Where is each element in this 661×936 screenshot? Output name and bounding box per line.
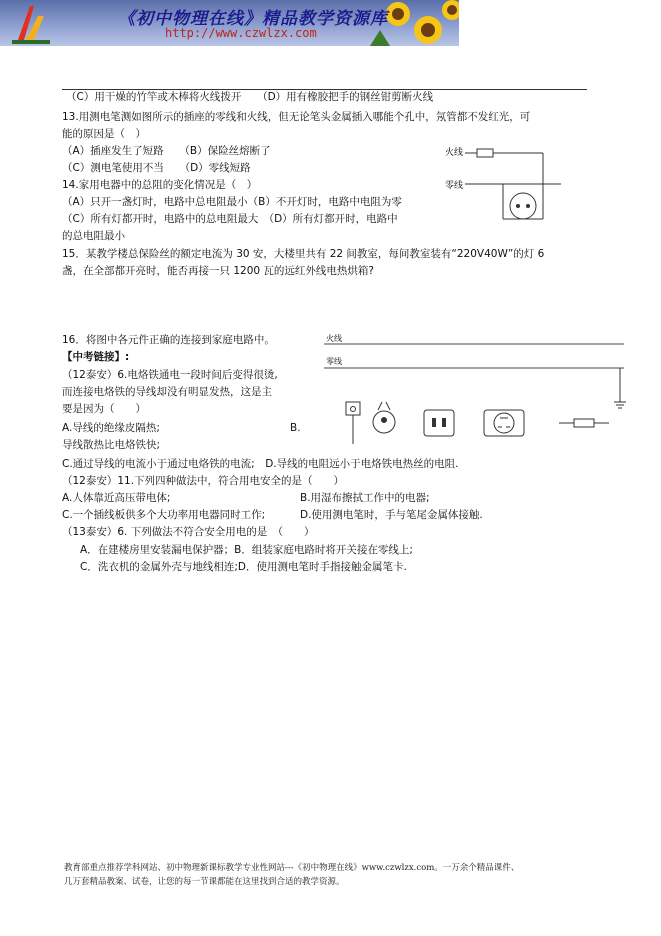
text-line: A.人体靠近高压带电体; (62, 492, 171, 504)
text-line: 盏，在全部都开亮时，能否再接一只 1200 瓦的远红外线电热烘箱? (62, 265, 374, 277)
ground-icon (614, 368, 626, 408)
question-14: 14.家用电器中的总阻的变化情况是（ ） (62, 179, 258, 191)
text-line: （C）测电笔使用不当 （D）零线短路 (62, 162, 251, 174)
socket-hole (516, 204, 520, 208)
fuse-icon (477, 149, 493, 157)
neutral-wire-label: 零线 (445, 181, 464, 191)
text-line: （A）只开一盏灯时，电路中总电阻最小（B）不开灯时，电路中电阻为零 (62, 196, 402, 208)
live-wire-label: 火线 (326, 334, 342, 343)
text-line: B. (290, 422, 301, 434)
three-hole-socket-icon (484, 410, 524, 436)
fuse-icon (559, 419, 609, 427)
footer-line-2: 几万套精品教案、试卷，让您的每一节课都能在这里找到合适的教学资源。 (64, 877, 345, 887)
header-banner (0, 0, 459, 46)
switch-icon (346, 402, 360, 444)
question-15: 15．某教学楼总保险丝的额定电流为 30 安，大楼里共有 22 间教室，每间教室装有“220V40W”的灯 6 (62, 248, 545, 260)
lamp-icon (373, 402, 395, 433)
text-line: 而连接电烙铁的导线却没有明显发热，这是主 (62, 386, 272, 398)
text-line: C.通过导线的电流小于通过电烙铁的电流; D.导线的电阻远小于电烙铁电热丝的电阻. (62, 458, 459, 470)
two-hole-socket-icon (424, 410, 454, 436)
socket-hole (526, 204, 530, 208)
text-line: （A）插座发生了短路 （B）保险丝熔断了 (62, 145, 271, 157)
live-wire-label: 火线 (445, 148, 464, 158)
text-line: C.一个插线板供多个大功率用电器同时工作; (62, 509, 266, 521)
socket-icon (510, 193, 536, 219)
section-heading: 【中考链接】: (62, 351, 130, 363)
text-line: 能的原因是（ ） (62, 128, 146, 140)
footer-line-1: 教育部重点推荐学科网站、初中物理新课标教学专业性网站---《初中物理在线》www.czwlzx.com。一万余个精品课件、 (64, 863, 520, 873)
question-16: 16．将图中各元件正确的连接到家庭电路中。 (62, 334, 275, 346)
household-circuit-figure (324, 334, 629, 452)
socket-circuit-figure (443, 144, 568, 229)
text-line: （12泰安）6.电烙铁通电一段时间后变得很烫, (62, 369, 278, 381)
text-line: （C）用干燥的竹竿或木棒将火线拨开 （D）用有橡胶把手的钢丝钳剪断火线 (66, 91, 434, 103)
text-line: A.导线的绝缘皮隔热; (62, 422, 160, 434)
text-line: （13泰安）6. 下列做法不符合安全用电的是 （ ） (62, 526, 315, 538)
text-line: 的总电阻最小 (62, 230, 125, 242)
text-line: （C）所有灯都开时，电路中的总电阻最大 （D）所有灯都开时，电路中 (62, 213, 398, 225)
neutral-wire-label: 零线 (326, 357, 342, 366)
text-line: D.使用测电笔时，手与笔尾金属体接触. (300, 509, 483, 521)
banner-url[interactable]: http://www.czwlzx.com (165, 26, 317, 40)
text-line: B.用湿布擦拭工作中的电器; (300, 492, 430, 504)
text-line: C．洗衣机的金属外壳与地线相连;D．使用测电笔时手指接触金属笔卡. (80, 561, 407, 573)
text-line: （12泰安）11.下列四种做法中，符合用电安全的是（ ） (62, 475, 345, 487)
banner-title: 《初中物理在线》精品教学资源库 (118, 9, 388, 29)
text-line: 导线散热比电烙铁快; (62, 439, 161, 451)
text-line: A．在建楼房里安装漏电保护器；B．组装家庭电路时将开关接在零线上; (80, 544, 413, 556)
text-line: 要是因为（ ） (62, 403, 146, 415)
question-13: 13.用测电笔测如图所示的插座的零线和火线，但无论笔头金属插入哪能个孔中，氖管都不发红光，可 (62, 111, 531, 123)
logo-icon (12, 6, 50, 44)
